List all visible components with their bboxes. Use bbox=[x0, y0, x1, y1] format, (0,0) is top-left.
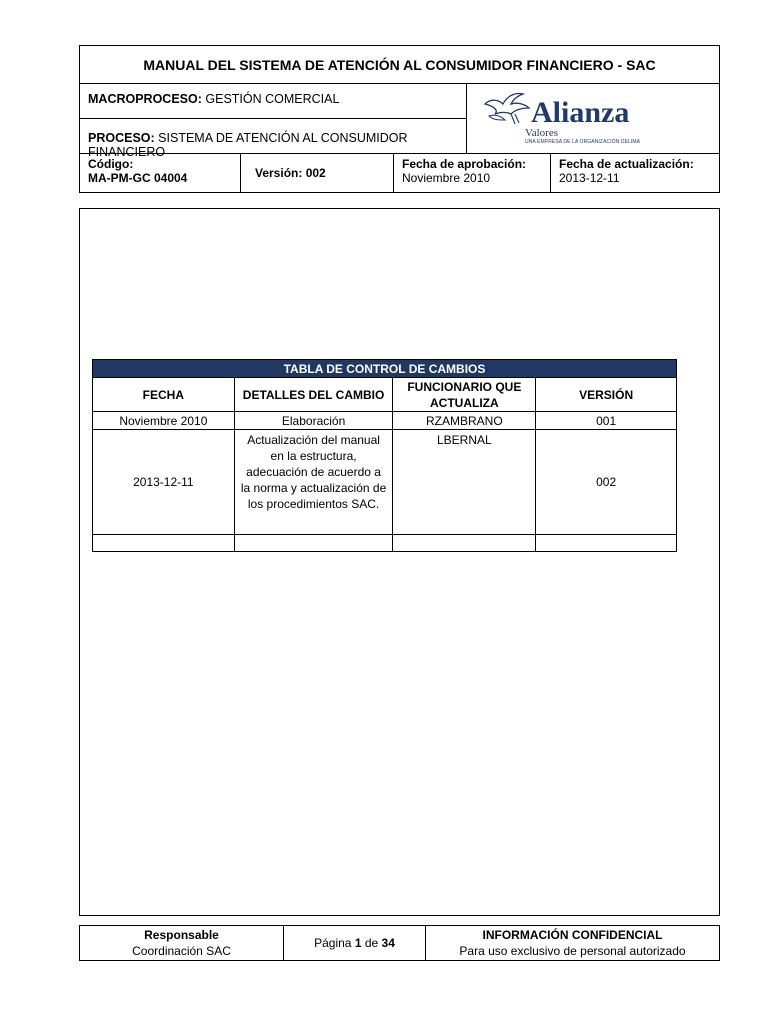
proceso-label: PROCESO: bbox=[88, 131, 155, 145]
table-row bbox=[93, 430, 677, 535]
fecha-aprobacion-label: Fecha de aprobación: bbox=[402, 157, 527, 171]
cell-fecha bbox=[93, 535, 235, 552]
document-footer bbox=[79, 925, 720, 961]
cell-fecha: 2013-12-11 bbox=[93, 430, 235, 535]
confidential-text: Para uso exclusivo de personal autorizado bbox=[459, 944, 686, 958]
proceso-row bbox=[80, 119, 467, 159]
column-header-funcionario: FUNCIONARIO QUE ACTUALIZA bbox=[393, 378, 536, 412]
logo-tagline: UNA EMPRESA DE LA ORGANIZACIÓN DELIMA bbox=[525, 139, 641, 145]
table-title-row bbox=[93, 360, 677, 378]
cell-funcionario: RZAMBRANO bbox=[393, 412, 536, 430]
column-header-fecha: FECHA bbox=[93, 378, 235, 412]
version-value: 002 bbox=[305, 166, 326, 180]
logo-name: Alianza bbox=[531, 96, 630, 129]
cell-version: 002 bbox=[536, 430, 677, 535]
macroproceso-value: GESTIÓN COMERCIAL bbox=[205, 92, 340, 106]
footer-page-number bbox=[284, 926, 426, 960]
footer-responsable bbox=[80, 926, 284, 960]
fecha-actualizacion-label: Fecha de actualización: bbox=[559, 157, 694, 171]
macroproceso-label: MACROPROCESO: bbox=[88, 92, 202, 106]
document-header bbox=[79, 45, 720, 193]
macroproceso-row bbox=[80, 84, 467, 119]
table-row bbox=[93, 535, 677, 552]
codigo-cell bbox=[80, 154, 241, 192]
version-label: Versión: bbox=[255, 166, 303, 180]
footer-confidential bbox=[426, 926, 719, 960]
responsable-value: Coordinación SAC bbox=[132, 944, 231, 958]
cell-version: 001 bbox=[536, 412, 677, 430]
cell-detalles: Actualización del manual en la estructura, adecuación de acuerdo a la norma y actualización de los procedimientos SAC. bbox=[234, 430, 393, 535]
page-current: 1 bbox=[354, 936, 362, 950]
cell-detalles: Elaboración bbox=[234, 412, 393, 430]
cell-funcionario: LBERNAL bbox=[393, 430, 536, 535]
fecha-actualizacion-cell bbox=[551, 154, 719, 192]
confidential-title: INFORMACIÓN CONFIDENCIAL bbox=[482, 928, 663, 942]
cell-fecha: Noviembre 2010 bbox=[93, 412, 235, 430]
document-meta-row bbox=[80, 154, 719, 192]
column-header-version: VERSIÓN bbox=[536, 378, 677, 412]
codigo-label: Código: bbox=[88, 157, 134, 171]
page-prefix: Página bbox=[314, 936, 352, 950]
page-content-frame bbox=[79, 208, 720, 916]
table-row bbox=[93, 412, 677, 430]
fecha-aprobacion-cell bbox=[394, 154, 551, 192]
document-title: MANUAL DEL SISTEMA DE ATENCIÓN AL CONSUMIDOR FINANCIERO - SAC bbox=[80, 46, 719, 84]
logo-sub: Valores bbox=[525, 127, 558, 139]
change-control-table bbox=[92, 359, 677, 552]
version-cell bbox=[241, 154, 394, 192]
cell-version bbox=[536, 535, 677, 552]
codigo-value: MA-PM-GC 04004 bbox=[88, 171, 188, 185]
cell-funcionario bbox=[393, 535, 536, 552]
table-header-row bbox=[93, 378, 677, 412]
table-title: TABLA DE CONTROL DE CAMBIOS bbox=[93, 360, 677, 378]
page-total: 34 bbox=[381, 936, 395, 950]
proceso-value: SISTEMA DE ATENCIÓN AL CONSUMIDOR FINANCIERO bbox=[88, 131, 408, 159]
company-logo bbox=[467, 84, 719, 154]
fecha-aprobacion-value: Noviembre 2010 bbox=[402, 171, 491, 185]
bird-logo-icon bbox=[481, 90, 537, 130]
fecha-actualizacion-value: 2013-12-11 bbox=[559, 171, 620, 185]
column-header-detalles: DETALLES DEL CAMBIO bbox=[234, 378, 393, 412]
cell-detalles bbox=[234, 535, 393, 552]
responsable-label: Responsable bbox=[144, 928, 219, 942]
page-mid: de bbox=[364, 936, 379, 950]
